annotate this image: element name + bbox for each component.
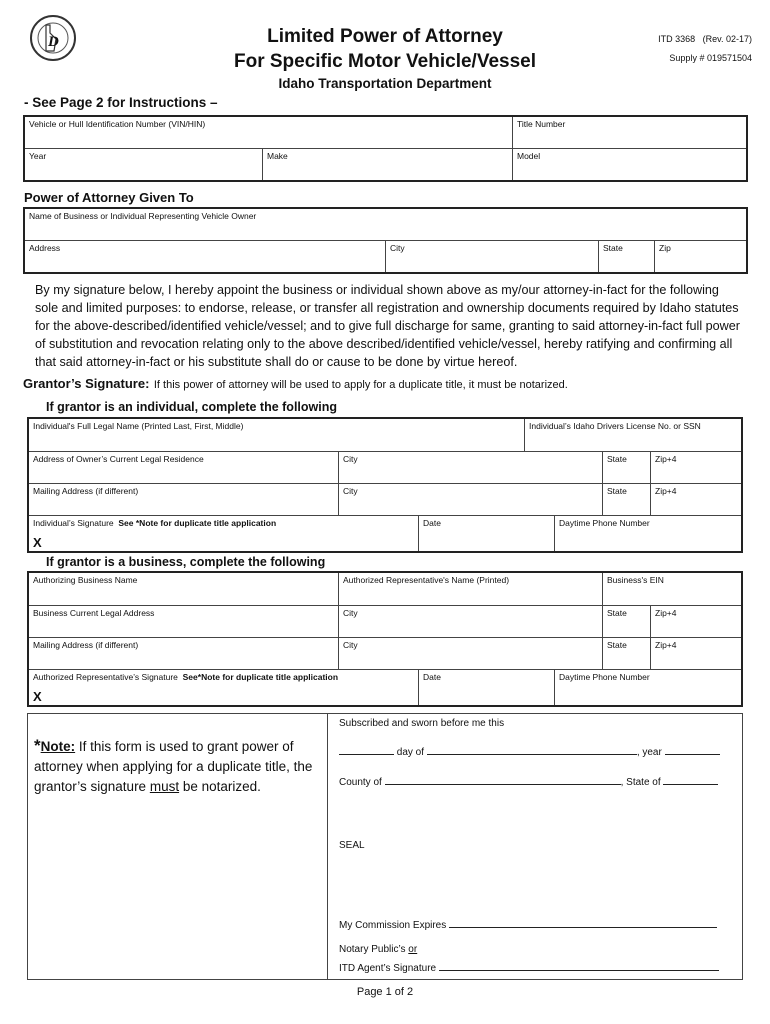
residence-zip-field[interactable] <box>650 451 741 483</box>
city-label: City <box>343 454 358 464</box>
make-label: Make <box>267 151 288 161</box>
rep-name-field[interactable] <box>338 573 602 605</box>
grantor-label: Grantor’s Signature: <box>23 376 150 391</box>
signature-note: See *Note for duplicate title application <box>118 518 277 528</box>
signature-note: See*Note for duplicate title application <box>182 672 339 682</box>
business-address-label: Business Current Legal Address <box>33 608 155 618</box>
business-mailing-state-field[interactable] <box>602 637 650 669</box>
full-name-field[interactable] <box>29 419 524 451</box>
zip-label: Zip+4 <box>655 454 677 464</box>
county-state-line[interactable] <box>339 774 718 788</box>
form-title: Limited Power of Attorney <box>267 26 503 47</box>
mailing-city-field[interactable] <box>338 483 602 515</box>
vin-field[interactable] <box>25 117 512 148</box>
county-label: County of <box>339 777 385 788</box>
grantor-note: If this power of attorney will be used to apply for a duplicate title, it must be notarized. <box>153 379 568 391</box>
business-mailing-zip-field[interactable] <box>650 637 741 669</box>
note-text-end: be notarized. <box>179 779 261 794</box>
zip-label: Zip+4 <box>655 486 677 496</box>
full-name-label: Individual's Full Legal Name (Printed Last, First, Middle) <box>33 421 244 431</box>
rep-signature-field[interactable] <box>29 669 418 705</box>
year-label: Year <box>29 151 47 161</box>
authorization-paragraph: By my signature below, I hereby appoint the business or individual shown above as my/our attorney-in-fact for the following sole and limited purposes: to endorse, release, or transfer all registration and ownership documents required by Idaho statutes for the above-described/identified vehicle/vessel; and to give full discharge for same, granting to said attorney-in-fact full power of substitution and revocation relating only to the above described/identified vehicle/vessel, hereby ratifying and confirming all that said attorney-in-fact or his substitute shall do or cause to be done by virtue hereof. <box>35 283 740 369</box>
note-label: Note: <box>40 739 76 754</box>
signature-label: Authorized Representative’s Signature <box>33 672 178 682</box>
state-of-label: , State of <box>620 777 664 788</box>
individual-heading: If grantor is an individual, complete the following <box>46 400 337 414</box>
signature-label: Individual’s Signature <box>33 518 114 528</box>
page-number: Page 1 of 2 <box>356 986 414 998</box>
residence-field[interactable] <box>29 451 338 483</box>
notary-public-label <box>339 944 417 955</box>
subscribed-text: Subscribed and sworn before me this <box>339 718 505 729</box>
individual-date-field[interactable] <box>418 515 554 551</box>
poa-city-label: City <box>390 243 405 253</box>
mailing-label: Mailing Address (if different) <box>33 640 139 650</box>
poa-name-label: Name of Business or Individual Representing Vehicle Owner <box>29 211 257 221</box>
business-heading: If grantor is a business, complete the following <box>46 555 326 569</box>
commission-label: My Commission Expires <box>339 920 450 931</box>
business-mailing-city-field[interactable] <box>338 637 602 669</box>
year-label: , year <box>636 747 665 758</box>
notary-public-text: Notary Public’s <box>339 944 409 955</box>
business-city-field[interactable] <box>338 605 602 637</box>
note-star: * <box>34 736 41 755</box>
poa-heading: Power of Attorney Given To <box>24 190 194 205</box>
mailing-zip-field[interactable] <box>650 483 741 515</box>
notary-divider <box>327 714 328 979</box>
grantor-signature-line <box>23 375 568 393</box>
business-mailing-field[interactable] <box>29 637 338 669</box>
title-number-label: Title Number <box>517 119 566 129</box>
vehicle-section <box>23 115 748 182</box>
business-name-label: Authorizing Business Name <box>33 575 138 585</box>
state-label: State <box>607 608 627 618</box>
agent-signature-line[interactable] <box>339 960 719 974</box>
mailing-state-field[interactable] <box>602 483 650 515</box>
form-number: ITD 3368 (Rev. 02-17) <box>658 34 752 44</box>
ein-label: Business's EIN <box>607 575 664 585</box>
svg-text:D: D <box>48 34 59 50</box>
date-label: Date <box>423 672 441 682</box>
city-label: City <box>343 608 358 618</box>
signature-x-mark: X <box>33 689 42 704</box>
day-of-label: day of <box>394 747 427 758</box>
date-label: Date <box>423 518 441 528</box>
ein-field[interactable] <box>602 573 741 605</box>
mailing-label: Mailing Address (if different) <box>33 486 139 496</box>
city-label: City <box>343 640 358 650</box>
poa-state-field[interactable] <box>598 240 654 272</box>
license-field[interactable] <box>524 419 741 451</box>
note-text: If this form is used to grant power of attorney when applying for a duplicate title, the grantor’s signature <box>34 739 313 794</box>
residence-state-field[interactable] <box>602 451 650 483</box>
zip-label: Zip+4 <box>655 608 677 618</box>
supply-number: Supply # 019571504 <box>669 53 752 63</box>
business-state-field[interactable] <box>602 605 650 637</box>
residence-city-field[interactable] <box>338 451 602 483</box>
state-label: State <box>607 454 627 464</box>
poa-address-field[interactable] <box>25 240 385 272</box>
mailing-field[interactable] <box>29 483 338 515</box>
business-date-field[interactable] <box>418 669 554 705</box>
poa-zip-label: Zip <box>659 243 671 253</box>
commission-line[interactable] <box>339 917 717 931</box>
duplicate-title-note <box>34 736 324 797</box>
business-name-field[interactable] <box>29 573 338 605</box>
phone-label: Daytime Phone Number <box>559 672 650 682</box>
vin-label: Vehicle or Hull Identification Number (VIN/HIN) <box>29 119 206 129</box>
model-field[interactable] <box>512 148 746 180</box>
instructions-note: - See Page 2 for Instructions – <box>24 95 218 110</box>
individual-section <box>27 417 743 553</box>
year-field[interactable] <box>25 148 262 180</box>
department-name: Idaho Transportation Department <box>278 76 492 91</box>
title-number-field[interactable] <box>512 117 746 148</box>
agent-signature-label: ITD Agent’s Signature <box>339 963 439 974</box>
phone-label: Daytime Phone Number <box>559 518 650 528</box>
license-label: Individual’s Idaho Drivers License No. or SSN <box>529 421 701 431</box>
business-section <box>27 571 743 707</box>
poa-state-label: State <box>603 243 623 253</box>
individual-signature-field[interactable] <box>29 515 418 551</box>
business-phone-field[interactable] <box>554 669 741 705</box>
date-sworn-line[interactable] <box>339 744 720 758</box>
zip-label: Zip+4 <box>655 640 677 650</box>
poa-zip-field[interactable] <box>654 240 746 272</box>
state-label: State <box>607 486 627 496</box>
model-label: Model <box>517 151 541 161</box>
individual-phone-field[interactable] <box>554 515 741 551</box>
residence-label: Address of Owner’s Current Legal Residence <box>33 454 204 464</box>
note-must: must <box>149 779 180 794</box>
form-subtitle: For Specific Motor Vehicle/Vessel <box>233 51 536 72</box>
seal-label: SEAL <box>339 840 365 851</box>
signature-x-mark: X <box>33 535 42 550</box>
rep-name-label: Authorized Representative's Name (Printed) <box>343 575 510 585</box>
or-text: or <box>408 944 418 955</box>
poa-city-field[interactable] <box>385 240 598 272</box>
poa-address-label: Address <box>29 243 61 253</box>
poa-section <box>23 207 748 274</box>
city-label: City <box>343 486 358 496</box>
make-field[interactable] <box>262 148 512 180</box>
poa-name-field[interactable] <box>25 209 746 240</box>
business-address-field[interactable] <box>29 605 338 637</box>
business-zip-field[interactable] <box>650 605 741 637</box>
state-label: State <box>607 640 627 650</box>
